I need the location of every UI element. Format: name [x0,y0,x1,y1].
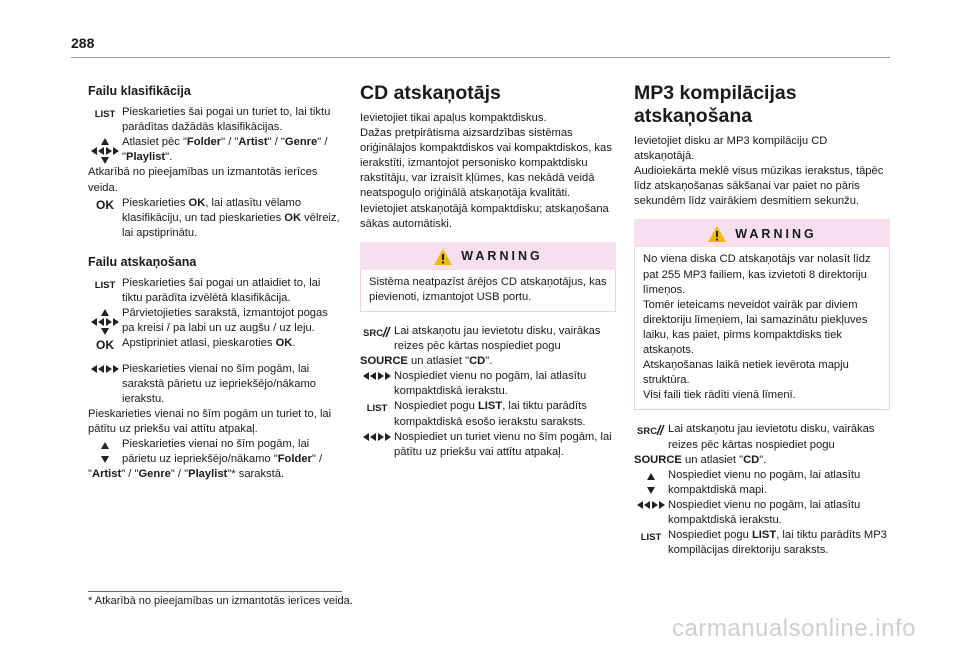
warning-text: No viena diska CD atskaņotājs var nolasīt līdz pat 255 MP3 failiem, kas izvietoti 8 direktoriju līmeņos. Tomēr ieteicams neveidot vairāk par diviem direktoriju līmeņiem, lai samazinātu piekļuves laiku, kas paiet, pirms kompaktdisks tiek atskaņots. Atskaņošanas laikā netiek ievērota mapju struktūra. Visi faili tiek rādīti vienā līmenī. [634,247,890,410]
select-folder-instruction: Nospiediet vienu no pogām, lai atlasītu kompaktdiskā mapi. [634,468,890,498]
folder-label: Folder [277,453,312,466]
left-right-arrows-icon [360,430,394,442]
list-button-icon: LIST [94,280,116,292]
svg-text:SRC: SRC [363,327,384,338]
fast-forward-note: Pieskarieties vienai no šīm pogām un turiet to, lai pātītu uz priekšu vai attītu atpakaļ. [88,407,332,435]
select-track-instruction: Nospiediet vienu no pogām, lai atlasītu kompaktdiskā ierakstu. [634,498,890,528]
warning-text: Sistēma neatpazīst ārējos CD atskaņotājus, kas pievienoti, izmantojot USB portu. [360,270,616,312]
ok-instruction: OK Pieskarieties OK, lai atlasītu vēlamo klasifikāciju, un tad pieskarieties OK vēlreiz, lai apstiprinātu. [88,196,342,241]
left-right-arrows-icon [360,369,394,381]
left-right-arrows-icon [634,498,668,510]
heading-file-classification: Failu klasifikācija [88,84,191,98]
column-file-classification [88,82,342,482]
four-way-arrows-icon [88,135,122,165]
warning-triangle-icon [707,225,727,243]
navigate-list-instruction: Pārvietojieties sarakstā, izmantojot pogas pa kreisi / pa labi un uz augšu / uz leju. [88,306,342,336]
source-button-icon [634,422,668,436]
svg-text:SRC: SRC [637,426,658,437]
folder-types-text: "Artist" / "Genre" / "Playlist"* sarakstā. [88,468,285,481]
source-instruction: SRC Lai atskaņotu jau ievietotu disku, vairākas reizes pēc kārtas nospiediet pogu [360,324,616,354]
source-button-icon [360,324,394,338]
availability-note: Atkarībā no pieejamības un izmantotās ierīces veida. [88,166,318,194]
heading-file-playback: Failu atskaņošana [88,254,197,269]
heading-cd-player: CD atskaņotājs [360,82,501,104]
list-button-icon: LIST [640,532,662,544]
ok-button-icon: OK [96,197,114,212]
list-button-icon: LIST [366,403,388,415]
list-instruction [88,105,342,135]
list-tracks-instruction: LIST Nospiediet pogu LIST, lai tiktu parādīts kompaktdiskā esošo ierakstu saraksts. [360,399,616,429]
up-down-arrows-icon [88,437,122,465]
confirm-instruction: OK Apstipriniet atlasi, pieskaroties OK. [88,336,342,353]
list-button-icon: LIST [94,109,116,121]
footnote: * Atkarībā no pieejamības un izmantotās ierīces veida. [88,595,353,607]
warning-label: WARNING [461,249,543,264]
seek-instruction: Nospiediet un turiet vienu no šīm pogām, lai pātītu uz priekšu vai attītu atpakaļ. [360,430,616,460]
source-instruction: SRC Lai atskaņotu jau ievietotu disku, vairākas reizes pēc kārtas nospiediet pogu [634,422,890,452]
warning-triangle-icon [433,248,453,266]
list-release-instruction: LIST Pieskarieties šai pogai un atlaidiet to, lai tiktu parādīta izvēlētā klasifikācija. [88,276,342,306]
watermark: carmanualsonline.info [672,615,916,642]
warning-box [634,219,890,410]
page-number: 288 [71,35,95,51]
footnote-divider [88,591,342,592]
up-down-arrows-icon [634,468,668,496]
four-way-arrows-icon [88,306,122,336]
prev-next-track-instruction: Pieskarieties vienai no šīm pogām, lai sarakstā pārietu uz iepriekšējo/nākamo ierakstu. [88,362,342,407]
heading-mp3-playback: MP3 kompilācijas atskaņošana [634,82,797,127]
nav-instruction [88,135,342,165]
select-track-instruction: Nospiediet vienu no pogām, lai atlasītu kompaktdiskā ierakstu. [360,369,616,399]
warning-label: WARNING [735,226,817,241]
list-instruction-text: Pieskarieties šai pogai un turiet to, lai tiktu parādītas dažādās klasifikācijas. [122,106,331,134]
prev-next-folder-instruction: Pieskarieties vienai no šīm pogām, lai pārietu uz iepriekšējo/nākamo "Folder" / [88,437,342,467]
warning-box [360,242,616,312]
ok-button-icon: OK [96,338,114,353]
left-right-arrows-icon [88,362,122,374]
nav-instruction-text: Atlasiet pēc "Folder" / "Artist" / "Genre" / "Playlist". [122,136,328,164]
column-mp3-playback: MP3 kompilācijas atskaņošana Ievietojiet disku ar MP3 kompilāciju CD atskaņotājā. Audioiekārta meklē visus mūzikas ierakstus, tāpēc līdz atskaņošanas sākšanai var paiet no pāris sekundēm līdz vairākiem desmitiem sekunžu. WARNING No viena diska CD atskaņotājs var nolasīt līdz pat 255 MP3 failiem, kas izvietoti 8 direktoriju līmeņos. Tomēr ieteicams neveidot vairāk par diviem direktoriju līmeņiem, lai samazinātu piekļuves laiku, kas paiet, pirms kompaktdisks tiek atskaņots. Atskaņošanas laikā netiek ievērota mapju struktūra. Visi faili tiek rādīti vienā līmenī. SRC Lai atskaņotu jau ievietotu disku, vairākas reizes pēc kārtas nospiediet pogu SOURCE un atlasiet "CD". Nospiediet vienu no pogām, lai atlasītu kompaktdiskā mapi. Nospiediet vienu no pogām, lai atlasītu kompaktdiskā ierakstu. LIST Nospiediet pogu LIST, lai tiktu parādīts MP3 kompilācijas direktoriju saraksts. [634,82,890,558]
column-cd-player: CD atskaņotājs Ievietojiet tikai apaļus kompaktdiskus. Dažas pretpirātisma aizsardzības sistēmas oriģinālajos kompaktdiskos vai kompaktdiskos, kas ierakstīti, izmantojot personisko kompaktdisku rakstītāju, var izraisīt kļūmes, kas nekādā veidā neatspoguļo oriģinālā atskaņotāja kvalitāti. Ievietojiet atskaņotājā kompaktdisku; atskaņošana sākas automātiski. WARNING Sistēma neatpazīst ārējos CD atskaņotājus, kas pievienoti, izmantojot USB portu. SRC Lai atskaņotu jau ievietotu disku, vairākas reizes pēc kārtas nospiediet pogu SOURCE un atlasiet "CD". Nospiediet vienu no pogām, lai atlasītu kompaktdiskā ierakstu. LIST Nospiediet pogu LIST, lai tiktu parādīts kompaktdiskā esošo ierakstu saraksts. Nospiediet un turiet vienu no šīm pogām, lai pātītu uz priekšu vai attītu atpakaļ. [360,82,616,460]
top-divider [71,57,890,58]
list-folders-instruction: LIST Nospiediet pogu LIST, lai tiktu parādīts MP3 kompilācijas direktoriju saraksts. [634,528,890,558]
